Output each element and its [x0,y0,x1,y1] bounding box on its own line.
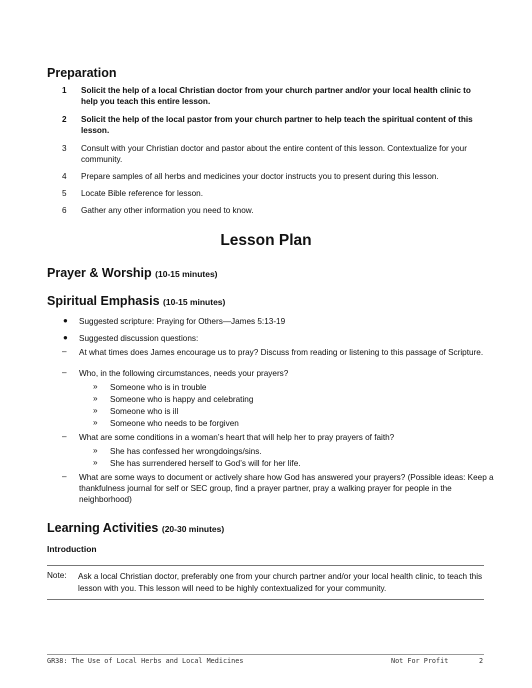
chevron-icon: » [93,458,98,467]
dash-icon: – [62,472,67,481]
prayer-worship-time: (10-15 minutes) [155,269,218,279]
question-1: At what times does James encourage us to pray? Discuss from reading or listening to this passage of Scripture. [79,348,484,357]
questions-bullet: Suggested discussion questions: [79,334,199,343]
item-text: Solicit the help of a local Christian doctor from your church partner and/or your local health clinic to help you teach this entire lesson. [81,86,471,106]
spiritual-emphasis-heading [47,294,225,308]
item-number: 5 [62,189,67,198]
question-4: What are some ways to document or actively share how God has answered your prayers? (Possible ideas: Keep a thankfulness journal for self or SEC group, find a prayer partner, pray a walking prayer for people in the neighborhood) [79,473,494,504]
learning-activities-label: Learning Activities [47,521,159,535]
scripture-bullet: Suggested scripture: Praying for Others—James 5:13-19 [79,317,286,326]
note-label: Note: [47,571,67,580]
dash-icon: – [62,368,67,377]
bullet-icon: ● [63,316,68,325]
footer-not-for-profit: Not For Profit [391,657,449,665]
item-number: 4 [62,172,67,181]
learning-activities-time: (20-30 minutes) [161,524,225,534]
footer-course-title: GR38: The Use of Local Herbs and Local Medicines [47,657,244,665]
chevron-icon: » [93,394,98,403]
lesson-plan-title: Lesson Plan [220,232,312,249]
item-text: Locate Bible reference for lesson. [81,189,203,198]
condition-2: She has surrendered herself to God’s will for her life. [110,459,301,468]
note-text: Ask a local Christian doctor, preferably one from your church partner and/or your local health clinic, to teach this lesson with you. This lesson will need to be highly contextualized for your community. [78,572,483,593]
spiritual-emphasis-label: Spiritual Emphasis [47,294,160,308]
item-number: 3 [62,144,67,153]
prayer-worship-label: Prayer & Worship [47,266,152,280]
item-text: Consult with your Christian doctor and pastor about the entire content of this lesson. Contextualize for your community. [81,144,467,164]
item-number: 1 [62,86,67,95]
chevron-icon: » [93,446,98,455]
question-3: What are some conditions in a woman’s heart that will help her to pray prayers of faith? [79,433,395,442]
item-number: 6 [62,206,67,215]
circumstance-4: Someone who needs to be forgiven [110,419,239,428]
item-number: 2 [62,115,67,124]
condition-1: She has confessed her wrongdoings/sins. [110,447,262,456]
bullet-icon: ● [63,333,68,342]
preparation-heading: Preparation [47,66,117,80]
chevron-icon: » [93,406,98,415]
dash-icon: – [62,347,67,356]
footer-rule [47,654,484,655]
learning-activities-heading [47,521,224,535]
dash-icon: – [62,432,67,441]
footer-page-number: 2 [479,657,484,665]
item-text: Prepare samples of all herbs and medicines your doctor instructs you to present during this lesson. [81,172,439,181]
circumstance-2: Someone who is happy and celebrating [110,395,254,404]
prayer-worship-heading [47,266,218,280]
note-top-rule [47,565,484,566]
circumstance-3: Someone who is ill [110,407,179,416]
question-2: Who, in the following circumstances, needs your prayers? [79,369,289,378]
chevron-icon: » [93,418,98,427]
note-bottom-rule [47,599,484,600]
item-text: Solicit the help of the local pastor from your church partner to help teach the spiritual content of this lesson. [81,115,473,135]
spiritual-emphasis-time: (10-15 minutes) [163,297,226,307]
introduction-heading: Introduction [47,544,97,554]
item-text: Gather any other information you need to know. [81,206,254,215]
circumstance-1: Someone who is in trouble [110,383,207,392]
chevron-icon: » [93,382,98,391]
